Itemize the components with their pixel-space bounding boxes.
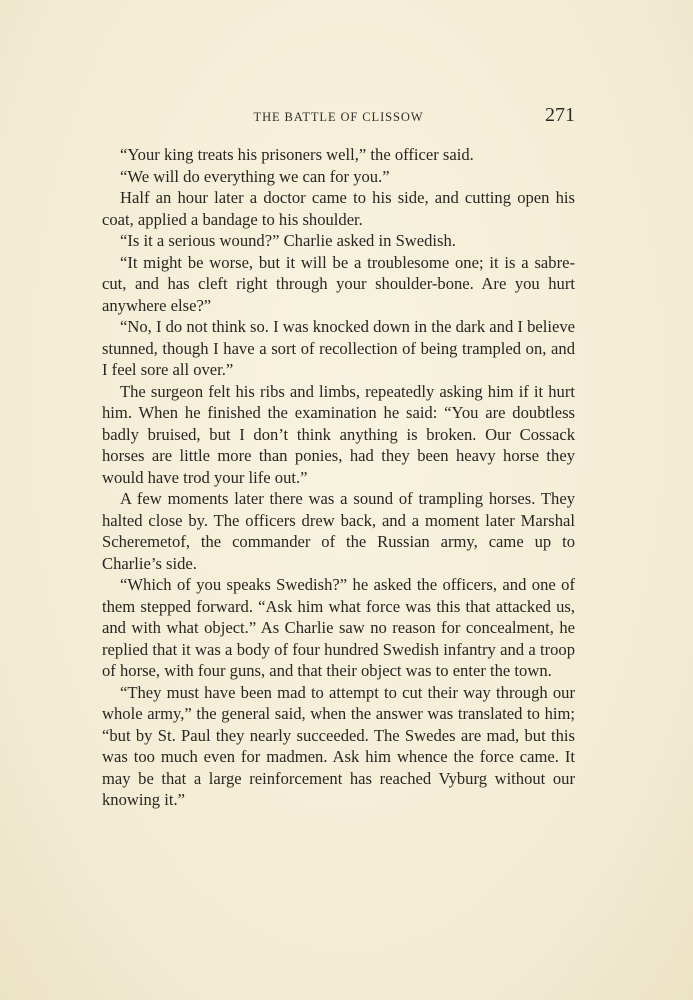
body-text: [102, 144, 575, 811]
paragraph: A few moments later there was a sound of trampling horses. They halted close by. The officers drew back, and a moment later Marshal Scheremetof, the commander of the Russian army, came up to Charlie’s side.: [102, 489, 575, 573]
running-head: THE BATTLE OF CLISSOW: [253, 110, 424, 124]
paragraph: The surgeon felt his ribs and limbs, repeatedly asking him if it hurt him. When he finished the examination he said: “You are doubtless badly bruised, but I don’t think anything is broken. Our Cossack horses are little more than ponies, had they been heavy horse they would have trod your life out.”: [102, 381, 575, 487]
paragraph: “Is it a serious wound?” Charlie asked in Swedish.: [120, 231, 456, 250]
paragraph: “Which of you speaks Swedish?” he asked the officers, and one of them stepped forward. “Ask him what force was this that attacked us, and with what object.” As Charlie saw no reason for concealment, he replied that it was a body of four hundred Swedish infantry and a troop of horse, with four guns, and that their object was to enter the town.: [102, 575, 575, 680]
paragraph: “We will do everything we can for you.”: [120, 166, 390, 186]
page-number: 271: [545, 104, 575, 126]
paragraph: “They must have been mad to attempt to cut their way through our whole army,” the general said, when the answer was translated to him; “but by St. Paul they nearly succeeded. The Swedes are mad, but this was too much even for madmen. Ask him whence the force came. It may be that a large reinforcement has reached Vyburg without our knowing it.”: [102, 682, 575, 809]
page-header: [102, 104, 575, 130]
paragraph: Half an hour later a doctor came to his side, and cutting open his coat, applied a bandage to his shoulder.: [102, 188, 575, 229]
paragraph: “Your king treats his prisoners well,” the officer said.: [120, 145, 474, 164]
paragraph: “No, I do not think so. I was knocked down in the dark and I believe stunned, though I have a sort of recollection of being trampled on, and I feel sore all over.”: [102, 317, 575, 379]
paragraph: “It might be worse, but it will be a troublesome one; it is a sabre-cut, and has cleft right through your shoulder-bone. Are you hurt anywhere else?”: [102, 252, 575, 315]
